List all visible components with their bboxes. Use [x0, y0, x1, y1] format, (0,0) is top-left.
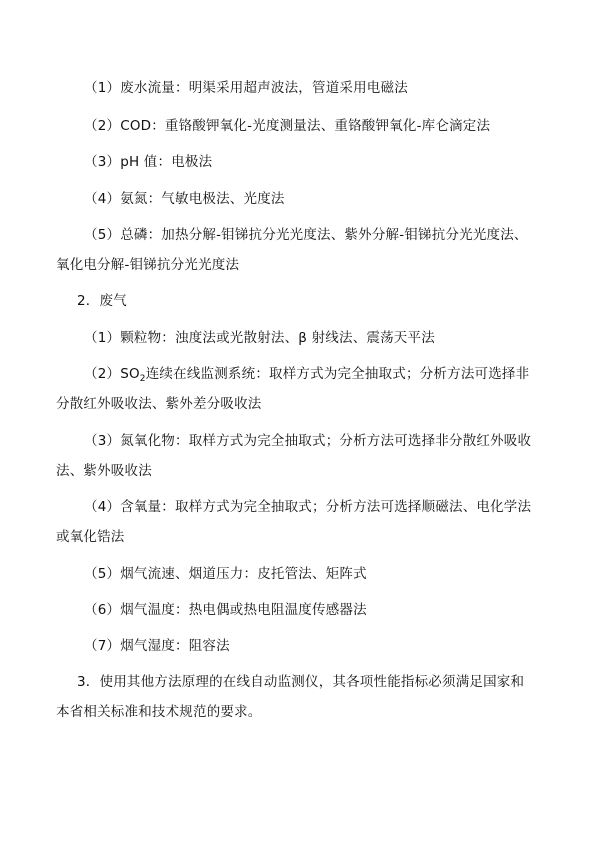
exhaust-gas-heading: 2．废气: [77, 293, 127, 309]
particulate-item: （1）颗粒物：浊度法或光散射法、β 射线法、震荡天平法: [84, 330, 435, 346]
wastewater-flow-item: （1）废水流量：明渠采用超声波法，管道采用电磁法: [84, 80, 408, 96]
oxygen-item-line1: （4）含氧量：取样方式为完全抽取式；分析方法可选择顺磁法、电化学法: [84, 499, 532, 515]
phosphorus-item-line1: （5）总磷：加热分解-钼锑抗分光光度法、紫外分解-钼锑抗分光光度法、: [84, 227, 528, 243]
ammonia-item: （4）氨氮：气敏电极法、光度法: [84, 191, 285, 207]
cod-item: （2）COD：重铬酸钾氧化-光度测量法、重铬酸钾氧化-库仑滴定法: [84, 118, 491, 134]
phosphorus-item-line2: 氧化电分解-钼锑抗分光光度法: [56, 257, 240, 273]
flue-temperature-item: （6）烟气温度：热电偶或热电阻温度传感器法: [84, 602, 367, 618]
nox-item-line2: 法、紫外吸收法: [56, 463, 152, 479]
so2-subscript: 2: [139, 374, 146, 384]
flue-velocity-item: （5）烟气流速、烟道压力：皮托管法、矩阵式: [84, 566, 367, 582]
other-methods-line1: 3．使用其他方法原理的在线自动监测仪，其各项性能指标必须满足国家和: [77, 674, 525, 690]
nox-item-line1: （3）氮氧化物：取样方式为完全抽取式；分析方法可选择非分散红外吸收: [84, 433, 532, 449]
ph-item: （3）pH 值：电极法: [84, 154, 213, 170]
so2-item-rest: 连续在线监测系统：取样方式为完全抽取式；分析方法可选择非: [145, 366, 530, 382]
so2-item-line2: 分散红外吸收法、紫外差分吸收法: [56, 396, 262, 412]
oxygen-item-line2: 或氧化锆法: [56, 529, 125, 545]
so2-item-line1: [84, 365, 529, 383]
other-methods-line2: 本省相关标准和技术规范的要求。: [56, 704, 262, 720]
so2-item-prefix: （2）SO: [84, 366, 140, 382]
flue-humidity-item: （7）烟气湿度：阻容法: [84, 638, 230, 654]
